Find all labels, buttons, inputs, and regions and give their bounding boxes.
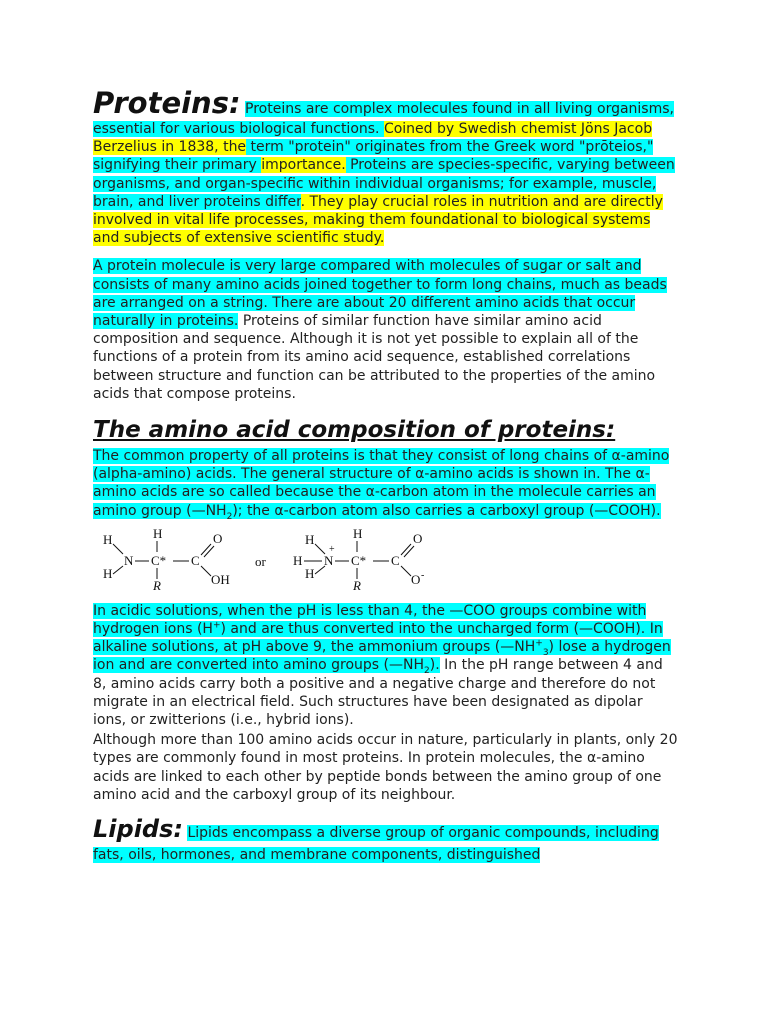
atom-c-carboxyl-right: C [391, 552, 400, 568]
proteins-sentence-3: term "protein" originates from the Greek word "prōteios," signifying their primary [93, 139, 654, 174]
acidic-text: In the pH range between 4 and 8, amino acids carry both a positive and a negative charge and therefore do not migrate in an electrical field. Such structures have been designated as dipolar ions, or zwitterions (i.e., hybrid ions). [93, 657, 663, 729]
proteins-paragraph [93, 86, 678, 247]
atom-h-top-left: H [103, 531, 113, 547]
proteins-sentence-5: Proteins are species-specific, varying between organisms, and organ-specific within individual organisms; for example, muscle, brain, and liver proteins differ [93, 157, 675, 210]
atom-r-left: R [153, 577, 161, 593]
acidic-paragraph [93, 602, 678, 729]
atom-h-alpha-left: H [153, 525, 163, 541]
atom-alpha-c-left: C* [151, 552, 167, 568]
acidic-highlight: In acidic solutions, when the pH is less than 4, the —COO groups combine with hydrogen ions (H+) and are thus converted into the uncharged form (—COOH). In alkaline solutions, at pH above 9, the ammonium groups $(—NH^+_3)$ lose a hydrogen ion and are converted into amino groups $(—NH_2)$. [93, 602, 671, 677]
atom-o-right: O [413, 530, 423, 546]
amino-acid-structure-figure [99, 526, 678, 594]
composition-text: The common property of all proteins is that they consist of long chains of α-amino (alpha-amino) acids. The general structure of α-amino acids is shown in. The α-amino acids are so called because the α-carbon atom in the molecule carries an amino group $(—NH_2)$; the α-carbon atom also carries a carboxyl group (—COOH). [93, 448, 670, 522]
nature-paragraph: Although more than 100 amino acids occur in nature, particularly in plants, only 20 types are commonly found in most proteins. In protein molecules, the α-amino acids are linked to each other by peptide bonds between the amino group of one amino acid and the carboxyl group of its neighbour. [93, 732, 678, 803]
proteins-sentence-2: Coined by Swedish chemist Jöns Jacob Berzelius in 1838, the [93, 121, 653, 156]
atom-r-right: R [353, 577, 361, 593]
proteins-sentence-1: Proteins are complex molecules found in all living organisms, essential for various biological functions. [93, 101, 674, 137]
atom-h-top-right: H [305, 531, 315, 547]
atom-h-bottom-left: H [103, 565, 113, 581]
lipids-paragraph [93, 812, 678, 864]
atom-n-left: N [124, 552, 134, 568]
atom-c-carboxyl-left: C [191, 552, 200, 568]
proteins-sentence-6: . They play crucial roles in nutrition and are directly involved in vital life processes, making them foundational to biological systems and subjects of extensive scientific study. [93, 193, 663, 247]
amino-acid-structure-diagram [99, 526, 439, 594]
charge-minus: - [421, 569, 425, 581]
protein-molecule-paragraph [93, 257, 678, 403]
proteins-sentence-4: importance. [261, 157, 346, 174]
protein-molecule-highlight: A protein molecule is very large compared with molecules of sugar or salt and consists of many amino acids joined together to form long chains, much as beads are arranged on a string. There are about 20 different amino acids that occur naturally in proteins. [93, 258, 667, 330]
atom-h-middle-right: H [293, 552, 303, 568]
atom-alpha-c-right: C* [351, 552, 367, 568]
composition-heading: The amino acid composition of proteins: [93, 417, 616, 444]
atom-o-left: O [213, 530, 223, 546]
protein-molecule-text: Proteins of similar function have similar amino acid composition and sequence. Although it is not yet possible to explain all of the functions of a protein from its amino acid sequence, established correlations between structure and function can be attributed to the properties of the amino acids that compose proteins. [93, 313, 656, 402]
proteins-heading: Proteins: [93, 86, 241, 120]
document-body [93, 86, 678, 864]
lipids-heading: Lipids: [93, 815, 183, 844]
lipids-text: Lipids encompass a diverse group of organic compounds, including fats, oils, hormones, and membrane components, distinguished [93, 825, 659, 864]
composition-heading-block [93, 415, 678, 445]
atom-n-right: N [324, 552, 334, 568]
charge-plus: + [329, 543, 335, 555]
atom-h-bottom-right: H [305, 565, 315, 581]
atom-oh-left: OH [211, 571, 230, 587]
atom-o-minus-right: O [411, 571, 421, 587]
or-label: or [255, 553, 266, 569]
composition-paragraph [93, 447, 678, 520]
atom-h-alpha-right: H [353, 525, 363, 541]
